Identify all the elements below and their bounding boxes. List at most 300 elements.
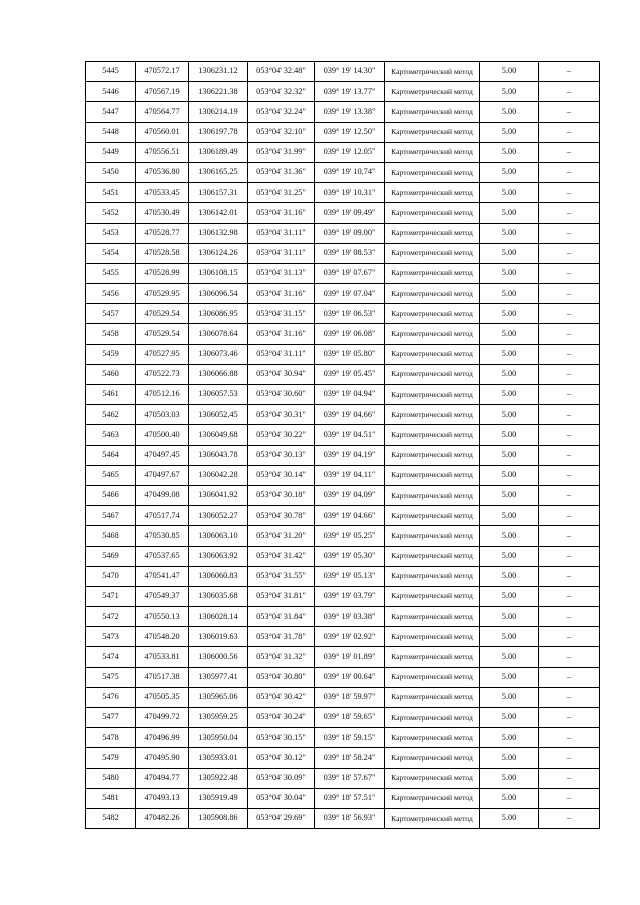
y-coordinate-cell: 1306063.10 — [189, 526, 248, 546]
note-cell: – — [539, 243, 600, 263]
note-cell: – — [539, 183, 600, 203]
y-coordinate-cell: 1305922.48 — [189, 768, 248, 788]
method-cell: Картометрический метод — [385, 344, 480, 364]
note-cell: – — [539, 284, 600, 304]
longitude-cell: 039° 19' 05.13" — [315, 566, 385, 586]
method-cell: Картометрический метод — [385, 284, 480, 304]
y-coordinate-cell: 1306165.25 — [189, 162, 248, 182]
method-cell: Картометрический метод — [385, 445, 480, 465]
method-cell: Картометрический метод — [385, 304, 480, 324]
latitude-cell: 053°04' 31.78" — [248, 627, 315, 647]
point-number-cell: 5466 — [86, 485, 136, 505]
point-number-cell: 5473 — [86, 627, 136, 647]
note-cell: – — [539, 364, 600, 384]
accuracy-cell: 5.00 — [480, 708, 539, 728]
accuracy-cell: 5.00 — [480, 102, 539, 122]
x-coordinate-cell: 470512.16 — [136, 385, 189, 405]
y-coordinate-cell: 1305965.06 — [189, 687, 248, 707]
x-coordinate-cell: 470564.77 — [136, 102, 189, 122]
note-cell: – — [539, 385, 600, 405]
point-number-cell: 5479 — [86, 748, 136, 768]
y-coordinate-cell: 1306108.15 — [189, 263, 248, 283]
longitude-cell: 039° 19' 04.19" — [315, 445, 385, 465]
x-coordinate-cell: 470499.72 — [136, 708, 189, 728]
table-row — [86, 768, 600, 788]
point-number-cell: 5449 — [86, 142, 136, 162]
x-coordinate-cell: 470550.13 — [136, 607, 189, 627]
table-row — [86, 506, 600, 526]
y-coordinate-cell: 1305933.01 — [189, 748, 248, 768]
method-cell: Картометрический метод — [385, 586, 480, 606]
longitude-cell: 039° 19' 06.53" — [315, 304, 385, 324]
method-cell: Картометрический метод — [385, 385, 480, 405]
longitude-cell: 039° 18' 59.65" — [315, 708, 385, 728]
note-cell: – — [539, 142, 600, 162]
accuracy-cell: 5.00 — [480, 183, 539, 203]
note-cell: – — [539, 808, 600, 828]
note-cell: – — [539, 546, 600, 566]
accuracy-cell: 5.00 — [480, 223, 539, 243]
point-number-cell: 5459 — [86, 344, 136, 364]
latitude-cell: 053°04' 31.13" — [248, 263, 315, 283]
x-coordinate-cell: 470528.77 — [136, 223, 189, 243]
note-cell: – — [539, 667, 600, 687]
accuracy-cell: 5.00 — [480, 586, 539, 606]
table-row — [86, 566, 600, 586]
point-number-cell: 5465 — [86, 465, 136, 485]
table-row — [86, 284, 600, 304]
method-cell: Картометрический метод — [385, 667, 480, 687]
point-number-cell: 5462 — [86, 405, 136, 425]
method-cell: Картометрический метод — [385, 566, 480, 586]
latitude-cell: 053°04' 30.09" — [248, 768, 315, 788]
y-coordinate-cell: 1305908.86 — [189, 808, 248, 828]
latitude-cell: 053°04' 30.22" — [248, 425, 315, 445]
note-cell: – — [539, 607, 600, 627]
longitude-cell: 039° 18' 58.24" — [315, 748, 385, 768]
longitude-cell: 039° 18' 56.93" — [315, 808, 385, 828]
latitude-cell: 053°04' 31.16" — [248, 324, 315, 344]
y-coordinate-cell: 1306197.78 — [189, 122, 248, 142]
method-cell: Картометрический метод — [385, 324, 480, 344]
table-row — [86, 526, 600, 546]
table-row — [86, 445, 600, 465]
x-coordinate-cell: 470517.38 — [136, 667, 189, 687]
longitude-cell: 039° 19' 13.38" — [315, 102, 385, 122]
method-cell: Картометрический метод — [385, 627, 480, 647]
x-coordinate-cell: 470497.45 — [136, 445, 189, 465]
latitude-cell: 053°04' 30.12" — [248, 748, 315, 768]
y-coordinate-cell: 1306043.78 — [189, 445, 248, 465]
method-cell: Картометрический метод — [385, 405, 480, 425]
latitude-cell: 053°04' 32.24" — [248, 102, 315, 122]
accuracy-cell: 5.00 — [480, 82, 539, 102]
latitude-cell: 053°04' 30.78" — [248, 506, 315, 526]
longitude-cell: 039° 19' 14.30" — [315, 62, 385, 82]
latitude-cell: 053°04' 31.55" — [248, 566, 315, 586]
y-coordinate-cell: 1306066.88 — [189, 364, 248, 384]
y-coordinate-cell: 1305959.25 — [189, 708, 248, 728]
y-coordinate-cell: 1306057.53 — [189, 385, 248, 405]
longitude-cell: 039° 19' 05.80" — [315, 344, 385, 364]
point-number-cell: 5468 — [86, 526, 136, 546]
y-coordinate-cell: 1306124.26 — [189, 243, 248, 263]
method-cell: Картометрический метод — [385, 364, 480, 384]
point-number-cell: 5456 — [86, 284, 136, 304]
x-coordinate-cell: 470482.26 — [136, 808, 189, 828]
accuracy-cell: 5.00 — [480, 546, 539, 566]
point-number-cell: 5482 — [86, 808, 136, 828]
table-row — [86, 586, 600, 606]
y-coordinate-cell: 1306052.45 — [189, 405, 248, 425]
latitude-cell: 053°04' 31.25" — [248, 183, 315, 203]
point-number-cell: 5478 — [86, 728, 136, 748]
point-number-cell: 5477 — [86, 708, 136, 728]
point-number-cell: 5455 — [86, 263, 136, 283]
method-cell: Картометрический метод — [385, 546, 480, 566]
table-row — [86, 324, 600, 344]
y-coordinate-cell: 1306063.92 — [189, 546, 248, 566]
point-number-cell: 5476 — [86, 687, 136, 707]
point-number-cell: 5470 — [86, 566, 136, 586]
x-coordinate-cell: 470496.99 — [136, 728, 189, 748]
point-number-cell: 5458 — [86, 324, 136, 344]
x-coordinate-cell: 470493.13 — [136, 788, 189, 808]
note-cell: – — [539, 445, 600, 465]
note-cell: – — [539, 122, 600, 142]
point-number-cell: 5469 — [86, 546, 136, 566]
table-row — [86, 788, 600, 808]
note-cell: – — [539, 566, 600, 586]
longitude-cell: 039° 18' 57.51" — [315, 788, 385, 808]
accuracy-cell: 5.00 — [480, 627, 539, 647]
point-number-cell: 5453 — [86, 223, 136, 243]
longitude-cell: 039° 19' 05.25" — [315, 526, 385, 546]
accuracy-cell: 5.00 — [480, 667, 539, 687]
longitude-cell: 039° 19' 02.92" — [315, 627, 385, 647]
y-coordinate-cell: 1305919.49 — [189, 788, 248, 808]
method-cell: Картометрический метод — [385, 808, 480, 828]
method-cell: Картометрический метод — [385, 728, 480, 748]
table-row — [86, 607, 600, 627]
x-coordinate-cell: 470522.73 — [136, 364, 189, 384]
latitude-cell: 053°04' 30.80" — [248, 667, 315, 687]
note-cell: – — [539, 788, 600, 808]
latitude-cell: 053°04' 31.36" — [248, 162, 315, 182]
x-coordinate-cell: 470528.99 — [136, 263, 189, 283]
x-coordinate-cell: 470503.03 — [136, 405, 189, 425]
y-coordinate-cell: 1306041.92 — [189, 485, 248, 505]
longitude-cell: 039° 19' 04.11" — [315, 465, 385, 485]
table-row — [86, 243, 600, 263]
table-row — [86, 748, 600, 768]
table-row — [86, 485, 600, 505]
latitude-cell: 053°04' 32.32" — [248, 82, 315, 102]
longitude-cell: 039° 18' 59.97" — [315, 687, 385, 707]
method-cell: Картометрический метод — [385, 122, 480, 142]
accuracy-cell: 5.00 — [480, 485, 539, 505]
y-coordinate-cell: 1306221.38 — [189, 82, 248, 102]
table-row — [86, 263, 600, 283]
latitude-cell: 053°04' 30.18" — [248, 485, 315, 505]
x-coordinate-cell: 470527.95 — [136, 344, 189, 364]
point-number-cell: 5451 — [86, 183, 136, 203]
method-cell: Картометрический метод — [385, 183, 480, 203]
latitude-cell: 053°04' 30.13" — [248, 445, 315, 465]
table-row — [86, 465, 600, 485]
x-coordinate-cell: 470560.01 — [136, 122, 189, 142]
latitude-cell: 053°04' 30.04" — [248, 788, 315, 808]
note-cell: – — [539, 526, 600, 546]
x-coordinate-cell: 470548.20 — [136, 627, 189, 647]
method-cell: Картометрический метод — [385, 748, 480, 768]
accuracy-cell: 5.00 — [480, 162, 539, 182]
y-coordinate-cell: 1306019.63 — [189, 627, 248, 647]
method-cell: Картометрический метод — [385, 223, 480, 243]
longitude-cell: 039° 19' 12.05" — [315, 142, 385, 162]
y-coordinate-cell: 1306028.14 — [189, 607, 248, 627]
y-coordinate-cell: 1306157.31 — [189, 183, 248, 203]
longitude-cell: 039° 19' 05.45" — [315, 364, 385, 384]
note-cell: – — [539, 465, 600, 485]
latitude-cell: 053°04' 31.42" — [248, 546, 315, 566]
point-number-cell: 5481 — [86, 788, 136, 808]
x-coordinate-cell: 470536.80 — [136, 162, 189, 182]
point-number-cell: 5445 — [86, 62, 136, 82]
y-coordinate-cell: 1306052.27 — [189, 506, 248, 526]
longitude-cell: 039° 19' 10.31" — [315, 183, 385, 203]
accuracy-cell: 5.00 — [480, 808, 539, 828]
table-row — [86, 62, 600, 82]
x-coordinate-cell: 470533.81 — [136, 647, 189, 667]
note-cell: – — [539, 425, 600, 445]
accuracy-cell: 5.00 — [480, 788, 539, 808]
method-cell: Картометрический метод — [385, 142, 480, 162]
point-number-cell: 5467 — [86, 506, 136, 526]
note-cell: – — [539, 768, 600, 788]
y-coordinate-cell: 1306000.56 — [189, 647, 248, 667]
longitude-cell: 039° 19' 09.00" — [315, 223, 385, 243]
table-row — [86, 808, 600, 828]
accuracy-cell: 5.00 — [480, 768, 539, 788]
note-cell: – — [539, 506, 600, 526]
latitude-cell: 053°04' 32.10" — [248, 122, 315, 142]
y-coordinate-cell: 1306231.12 — [189, 62, 248, 82]
latitude-cell: 053°04' 30.24" — [248, 708, 315, 728]
latitude-cell: 053°04' 30.31" — [248, 405, 315, 425]
method-cell: Картометрический метод — [385, 506, 480, 526]
y-coordinate-cell: 1306078.64 — [189, 324, 248, 344]
longitude-cell: 039° 19' 07.04" — [315, 284, 385, 304]
y-coordinate-cell: 1306042.28 — [189, 465, 248, 485]
longitude-cell: 039° 19' 06.08" — [315, 324, 385, 344]
point-number-cell: 5472 — [86, 607, 136, 627]
table-row — [86, 122, 600, 142]
x-coordinate-cell: 470530.85 — [136, 526, 189, 546]
x-coordinate-cell: 470529.95 — [136, 284, 189, 304]
y-coordinate-cell: 1306096.54 — [189, 284, 248, 304]
y-coordinate-cell: 1306189.49 — [189, 142, 248, 162]
accuracy-cell: 5.00 — [480, 425, 539, 445]
latitude-cell: 053°04' 31.99" — [248, 142, 315, 162]
method-cell: Картометрический метод — [385, 788, 480, 808]
x-coordinate-cell: 470517.74 — [136, 506, 189, 526]
table-row — [86, 728, 600, 748]
longitude-cell: 039° 19' 10.74" — [315, 162, 385, 182]
y-coordinate-cell: 1306049.68 — [189, 425, 248, 445]
x-coordinate-cell: 470528.58 — [136, 243, 189, 263]
point-number-cell: 5461 — [86, 385, 136, 405]
point-number-cell: 5464 — [86, 445, 136, 465]
method-cell: Картометрический метод — [385, 647, 480, 667]
table-row — [86, 223, 600, 243]
latitude-cell: 053°04' 32.48" — [248, 62, 315, 82]
x-coordinate-cell: 470500.40 — [136, 425, 189, 445]
y-coordinate-cell: 1306060.83 — [189, 566, 248, 586]
accuracy-cell: 5.00 — [480, 647, 539, 667]
accuracy-cell: 5.00 — [480, 364, 539, 384]
point-number-cell: 5446 — [86, 82, 136, 102]
x-coordinate-cell: 470495.90 — [136, 748, 189, 768]
x-coordinate-cell: 470572.17 — [136, 62, 189, 82]
table-row — [86, 708, 600, 728]
y-coordinate-cell: 1306073.46 — [189, 344, 248, 364]
method-cell: Картометрический метод — [385, 162, 480, 182]
longitude-cell: 039° 19' 04.94" — [315, 385, 385, 405]
longitude-cell: 039° 19' 04.09" — [315, 485, 385, 505]
accuracy-cell: 5.00 — [480, 445, 539, 465]
y-coordinate-cell: 1306086.95 — [189, 304, 248, 324]
accuracy-cell: 5.00 — [480, 304, 539, 324]
longitude-cell: 039° 19' 12.50" — [315, 122, 385, 142]
accuracy-cell: 5.00 — [480, 344, 539, 364]
x-coordinate-cell: 470505.35 — [136, 687, 189, 707]
method-cell: Картометрический метод — [385, 687, 480, 707]
latitude-cell: 053°04' 31.32" — [248, 647, 315, 667]
point-number-cell: 5448 — [86, 122, 136, 142]
longitude-cell: 039° 19' 01.89" — [315, 647, 385, 667]
x-coordinate-cell: 470494.77 — [136, 768, 189, 788]
accuracy-cell: 5.00 — [480, 405, 539, 425]
table-row — [86, 203, 600, 223]
longitude-cell: 039° 18' 59.15" — [315, 728, 385, 748]
table-row — [86, 162, 600, 182]
table-row — [86, 304, 600, 324]
table-row — [86, 364, 600, 384]
method-cell: Картометрический метод — [385, 425, 480, 445]
method-cell: Картометрический метод — [385, 82, 480, 102]
latitude-cell: 053°04' 30.42" — [248, 687, 315, 707]
x-coordinate-cell: 470529.54 — [136, 304, 189, 324]
table-row — [86, 627, 600, 647]
point-number-cell: 5452 — [86, 203, 136, 223]
point-number-cell: 5460 — [86, 364, 136, 384]
method-cell: Картометрический метод — [385, 485, 480, 505]
latitude-cell: 053°04' 31.11" — [248, 344, 315, 364]
longitude-cell: 039° 19' 00.64" — [315, 667, 385, 687]
note-cell: – — [539, 263, 600, 283]
note-cell: – — [539, 203, 600, 223]
latitude-cell: 053°04' 31.16" — [248, 203, 315, 223]
method-cell: Картометрический метод — [385, 708, 480, 728]
point-number-cell: 5463 — [86, 425, 136, 445]
note-cell: – — [539, 687, 600, 707]
point-number-cell: 5447 — [86, 102, 136, 122]
longitude-cell: 039° 19' 09.49" — [315, 203, 385, 223]
accuracy-cell: 5.00 — [480, 263, 539, 283]
note-cell: – — [539, 708, 600, 728]
table-row — [86, 385, 600, 405]
x-coordinate-cell: 470537.65 — [136, 546, 189, 566]
latitude-cell: 053°04' 31.84" — [248, 607, 315, 627]
note-cell: – — [539, 485, 600, 505]
table-row — [86, 82, 600, 102]
table-row — [86, 142, 600, 162]
note-cell: – — [539, 102, 600, 122]
accuracy-cell: 5.00 — [480, 566, 539, 586]
method-cell: Картометрический метод — [385, 102, 480, 122]
note-cell: – — [539, 62, 600, 82]
accuracy-cell: 5.00 — [480, 748, 539, 768]
point-number-cell: 5457 — [86, 304, 136, 324]
x-coordinate-cell: 470497.67 — [136, 465, 189, 485]
latitude-cell: 053°04' 31.16" — [248, 284, 315, 304]
accuracy-cell: 5.00 — [480, 385, 539, 405]
point-number-cell: 5454 — [86, 243, 136, 263]
accuracy-cell: 5.00 — [480, 728, 539, 748]
longitude-cell: 039° 19' 13.77" — [315, 82, 385, 102]
y-coordinate-cell: 1306035.68 — [189, 586, 248, 606]
method-cell: Картометрический метод — [385, 203, 480, 223]
point-number-cell: 5475 — [86, 667, 136, 687]
longitude-cell: 039° 19' 04.66" — [315, 405, 385, 425]
table-row — [86, 425, 600, 445]
note-cell: – — [539, 82, 600, 102]
note-cell: – — [539, 304, 600, 324]
latitude-cell: 053°04' 31.11" — [248, 223, 315, 243]
accuracy-cell: 5.00 — [480, 324, 539, 344]
accuracy-cell: 5.00 — [480, 687, 539, 707]
longitude-cell: 039° 19' 05.30" — [315, 546, 385, 566]
latitude-cell: 053°04' 31.81" — [248, 586, 315, 606]
method-cell: Картометрический метод — [385, 263, 480, 283]
x-coordinate-cell: 470567.19 — [136, 82, 189, 102]
longitude-cell: 039° 19' 08.53" — [315, 243, 385, 263]
y-coordinate-cell: 1306214.19 — [189, 102, 248, 122]
x-coordinate-cell: 470533.45 — [136, 183, 189, 203]
note-cell: – — [539, 627, 600, 647]
note-cell: – — [539, 223, 600, 243]
method-cell: Картометрический метод — [385, 243, 480, 263]
point-number-cell: 5471 — [86, 586, 136, 606]
latitude-cell: 053°04' 30.94" — [248, 364, 315, 384]
x-coordinate-cell: 470529.54 — [136, 324, 189, 344]
table-row — [86, 687, 600, 707]
latitude-cell: 053°04' 30.14" — [248, 465, 315, 485]
y-coordinate-cell: 1305977.41 — [189, 667, 248, 687]
point-number-cell: 5474 — [86, 647, 136, 667]
latitude-cell: 053°04' 29.69" — [248, 808, 315, 828]
accuracy-cell: 5.00 — [480, 607, 539, 627]
method-cell: Картометрический метод — [385, 607, 480, 627]
method-cell: Картометрический метод — [385, 62, 480, 82]
table-row — [86, 405, 600, 425]
table-row — [86, 344, 600, 364]
x-coordinate-cell: 470549.37 — [136, 586, 189, 606]
table-row — [86, 546, 600, 566]
y-coordinate-cell: 1306132.98 — [189, 223, 248, 243]
note-cell: – — [539, 748, 600, 768]
